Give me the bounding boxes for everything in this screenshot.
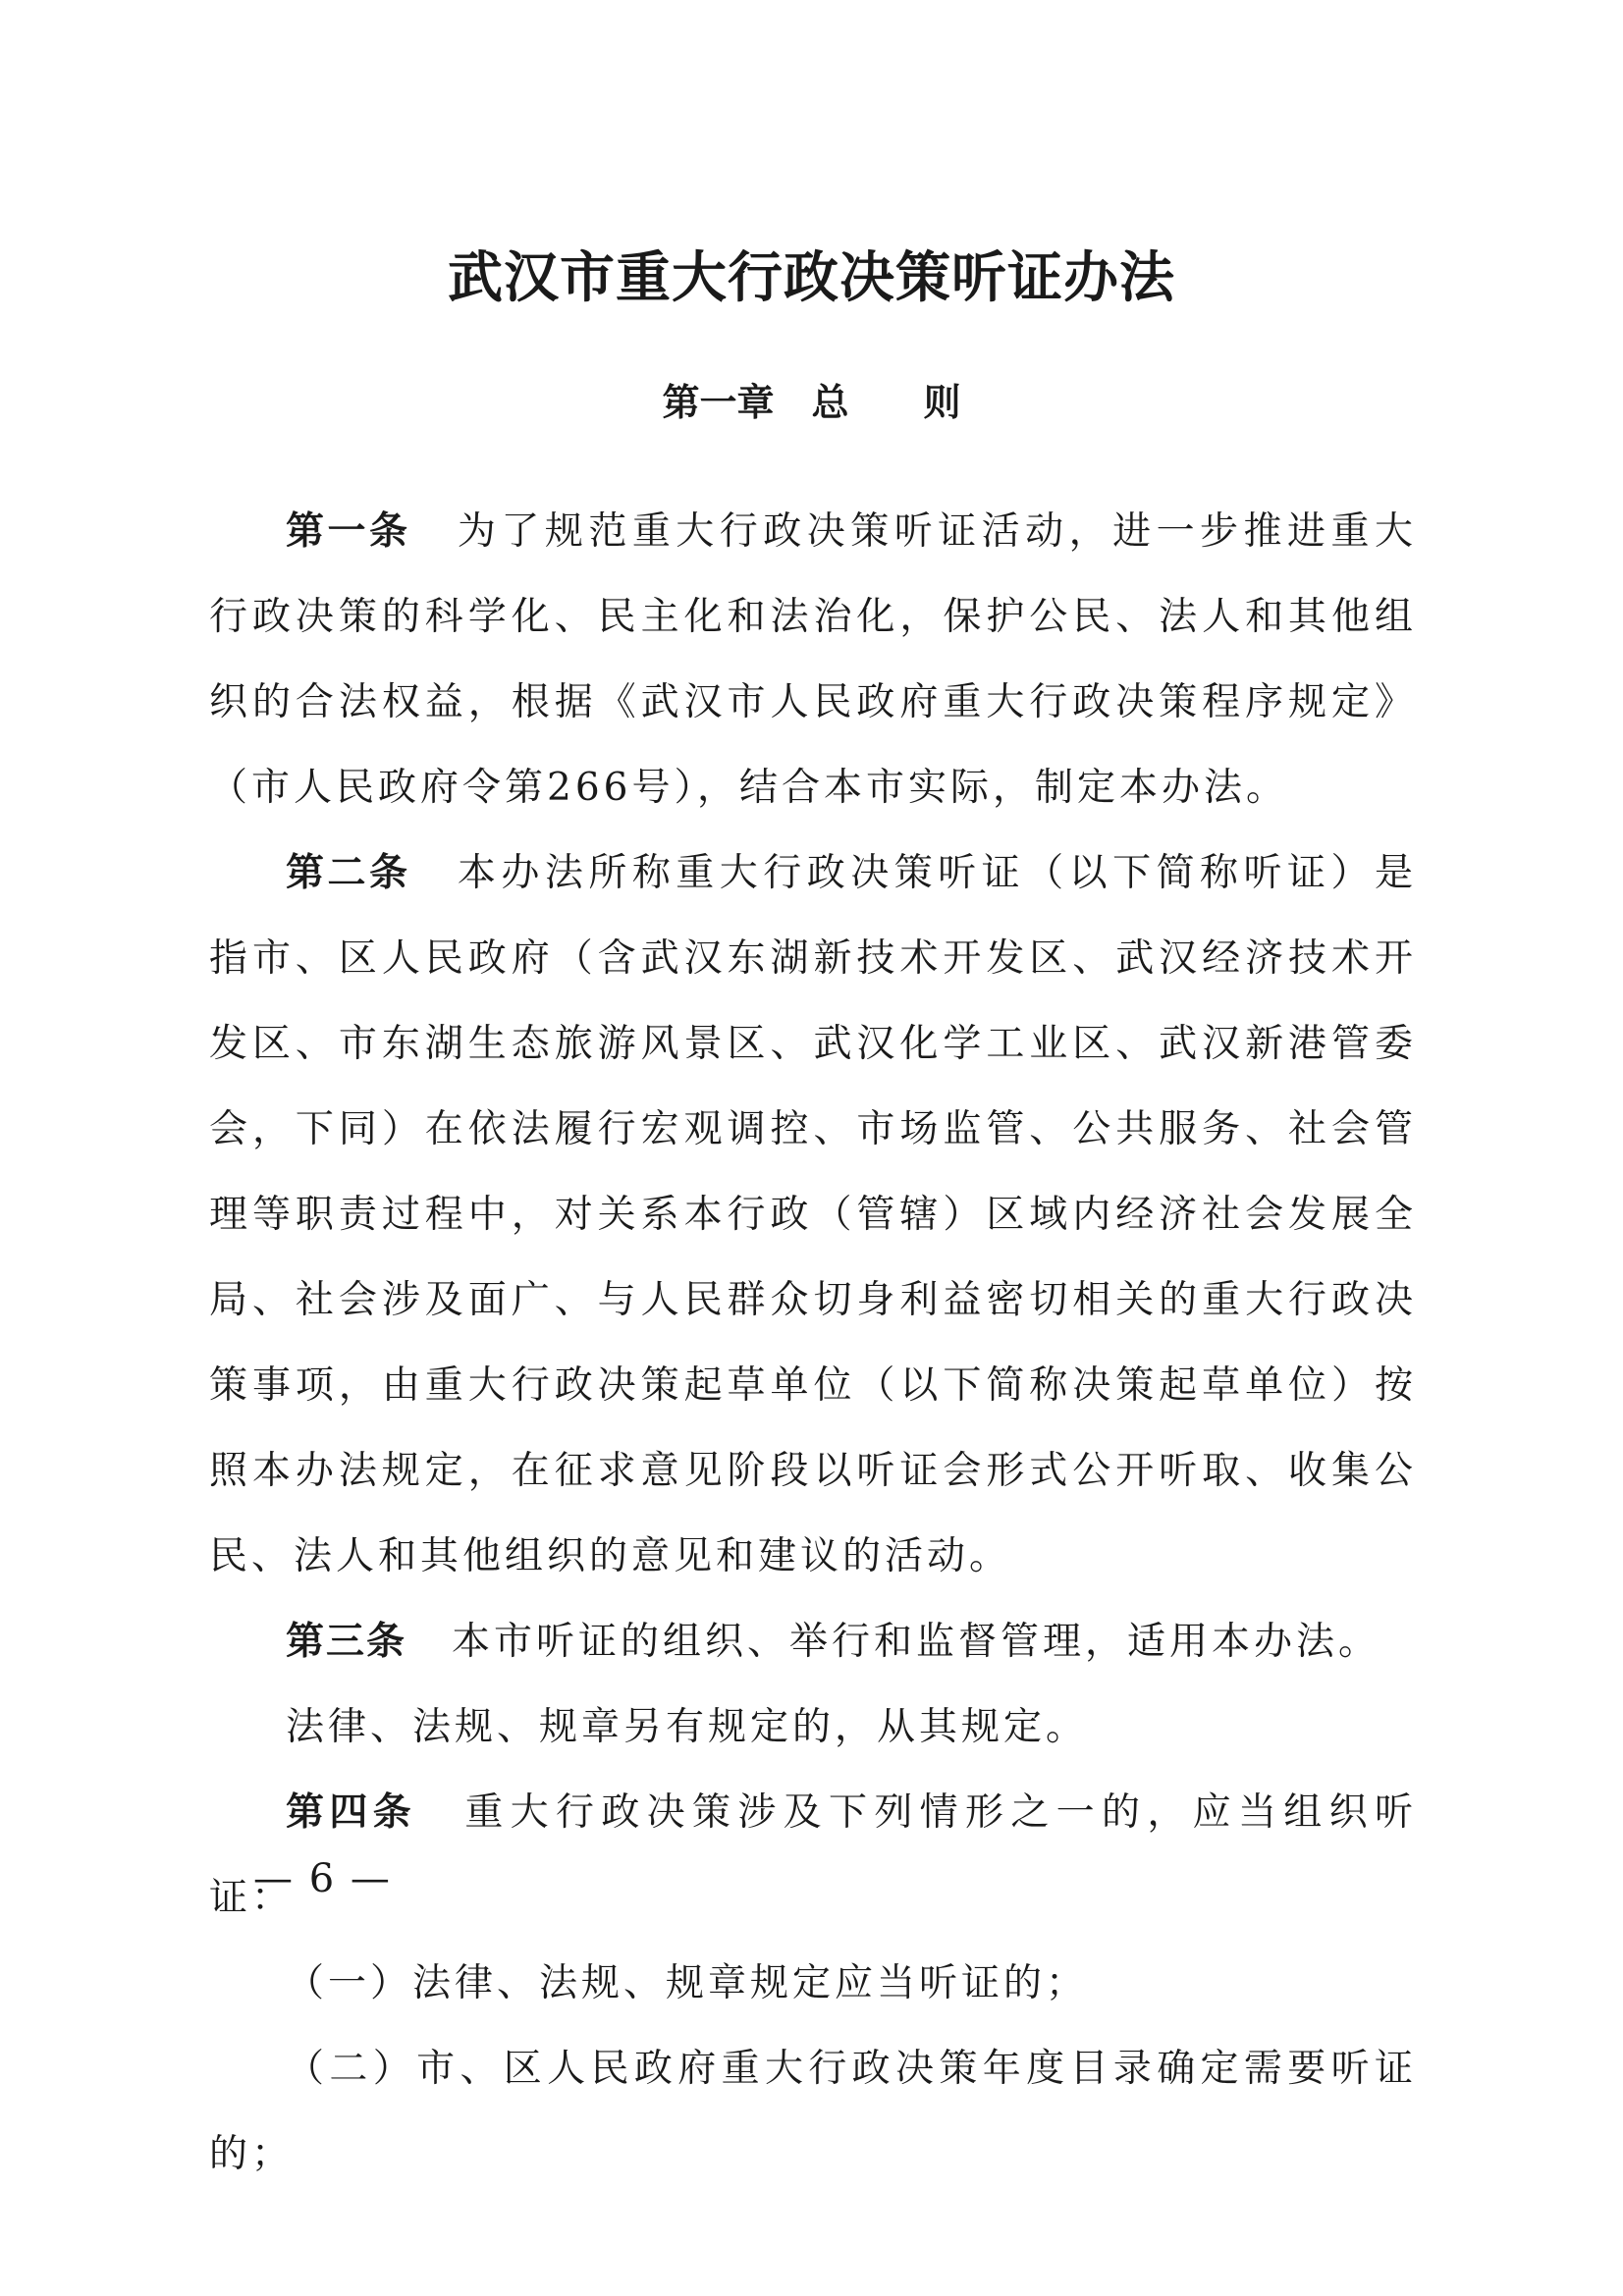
body-paragraph <box>209 1684 1417 1770</box>
list-item-text: （一）法律、法规、规章规定应当听证的； <box>286 1961 1089 2005</box>
article-number: 第三条 <box>286 1619 407 1664</box>
list-item-text: （二）市、区人民政府重大行政决策年度目录确定需要听证的； <box>209 2047 1417 2176</box>
paragraph-text: 法律、法规、规章另有规定的，从其规定。 <box>286 1705 1089 1749</box>
article-paragraph <box>209 1599 1417 1684</box>
document-body <box>209 489 1417 2197</box>
article-text: 为了规范重大行政决策听证活动，进一步推进重大行政决策的科学化、民主化和法治化，保护公民、法人和其他组织的合法权益，根据《武汉市人民政府重大行政决策程序规定》（市人民政府令第266号），结合本市实际，制定本办法。 <box>209 509 1417 810</box>
article-paragraph <box>209 489 1417 830</box>
list-item-paragraph <box>209 1941 1417 2026</box>
article-number: 第四条 <box>286 1789 416 1835</box>
article-paragraph <box>209 830 1417 1599</box>
page-number: — 6 — <box>253 1856 392 1901</box>
list-item-paragraph <box>209 2026 1417 2197</box>
document-title: 武汉市重大行政决策听证办法 <box>448 245 1175 310</box>
article-text: 本办法所称重大行政决策听证（以下简称听证）是指市、区人民政府（含武汉东湖新技术开发区、武汉经济技术开发区、市东湖生态旅游风景区、武汉化学工业区、武汉新港管委会，下同）在依法履行宏观调控、市场监管、公共服务、社会管理等职责过程中，对关系本行政（管辖）区域内经济社会发展全局、社会涉及面广、与人民群众切身利益密切相关的重大行政决策事项，由重大行政决策起草单位（以下简称决策起草单位）按照本办法规定，在征求意见阶段以听证会形式公开听取、收集公民、法人和其他组织的意见和建议的活动。 <box>209 851 1417 1578</box>
chapter-heading: 第一章 总 则 <box>662 380 961 424</box>
article-text: 重大行政决策涉及下列情形之一的，应当组织听证： <box>209 1790 1417 1920</box>
article-text: 本市听证的组织、举行和监督管理，适用本办法。 <box>452 1620 1381 1664</box>
article-number: 第一条 <box>286 508 411 554</box>
article-number: 第二条 <box>286 850 411 895</box>
